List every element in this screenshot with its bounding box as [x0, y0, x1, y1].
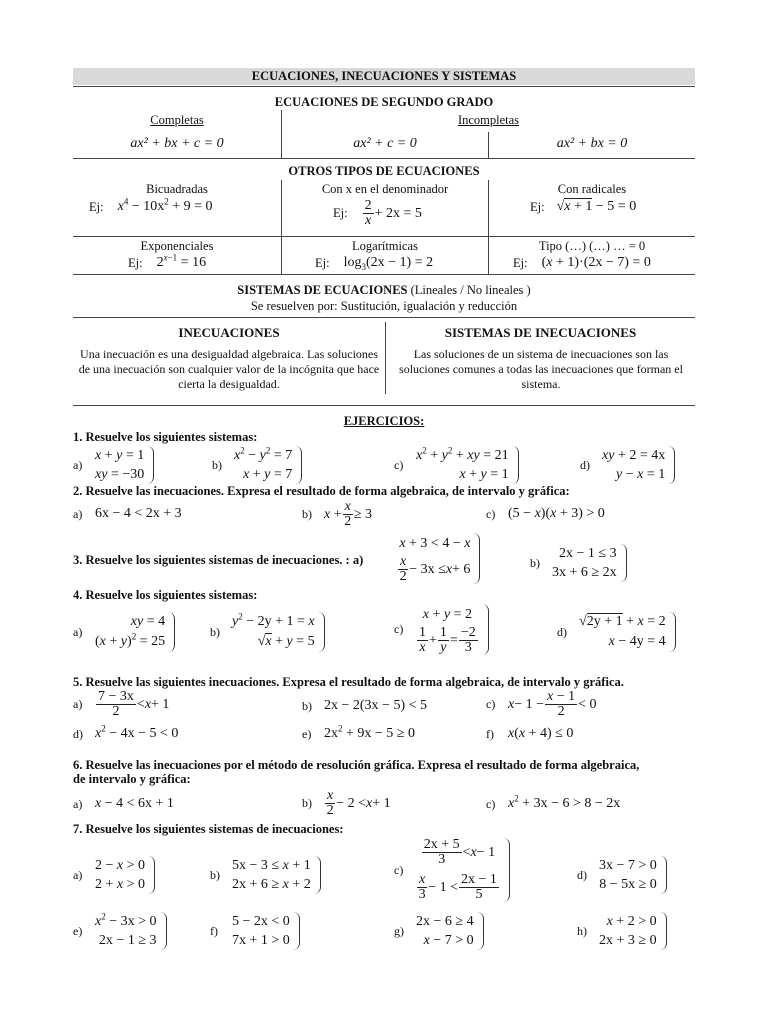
ej-label: Ej:	[89, 199, 104, 214]
item-label: a)	[73, 457, 83, 472]
item-label: b)	[212, 457, 222, 472]
ej3-b: b) 2x − 1 ≤ 3 3x + 6 ≥ 2x	[530, 544, 627, 582]
tipo-label: Tipo (…) (…) … = 0	[538, 239, 646, 253]
ej1-d: d) xy + 2 = 4x y − x = 1	[580, 446, 675, 484]
logaritmo-example	[315, 255, 433, 272]
item-label: c)	[394, 622, 404, 636]
item-label: a)	[73, 624, 83, 639]
ej7-c: c) $\frac{2x + 5}{3}$ < x − 1 $\frac{x}{3}$ − 1 < $\frac{2x - 1}{5}$	[394, 838, 510, 902]
ejercicio-6-heading: 6. Resuelve las inecuaciones por el método de resolución gráfica. Expresa el resultado de forma algebraica,	[73, 758, 640, 772]
radicales-label: Con radicales	[557, 182, 627, 196]
ejercicio-6-heading-cont: de intervalo y gráfica:	[73, 772, 191, 786]
item-label: b)	[210, 867, 220, 882]
divider	[73, 158, 695, 159]
eq-incompleta-1: ax² + c = 0	[353, 136, 417, 151]
ej7-b: b) 5x − 3 ≤ x + 1 2x + 6 ≥ x + 2	[210, 856, 321, 894]
item-label: a)	[73, 867, 83, 882]
ej-label: Ej:	[513, 255, 528, 270]
sistemas-ec-title: SISTEMAS DE ECUACIONES	[237, 283, 408, 297]
denominador-label: Con x en el denominador	[321, 182, 449, 196]
divider	[73, 236, 695, 237]
radical-example	[530, 199, 636, 215]
eq-completa: ax² + bx + c = 0	[130, 136, 224, 151]
otros-heading: OTROS TIPOS DE ECUACIONES	[288, 164, 480, 178]
completas-label: Completas	[150, 113, 204, 127]
ej-label: Ej:	[333, 206, 348, 220]
ej1-c: c) $x^2 + y^2$ + xy = 21 x + y = 1	[394, 446, 519, 484]
ej5-a: a) $\frac{7 - 3x}{2}$ < x + 1	[73, 689, 170, 719]
radical-eq: √x + 1 − 5 = 0	[556, 199, 637, 214]
denominador-eq: $\frac{2}{x}$ + 2x = 5	[364, 198, 422, 228]
logaritmicas-label: Logarítmicas	[352, 239, 418, 253]
ej4-a: a) xy = 4 $(x + y)^2 = 25$	[73, 612, 175, 652]
ej4-b: b) $y^2 - 2y + 1 = x$ √x + y = 5	[210, 612, 325, 652]
ejercicio-2-heading: 2. Resuelve las inecuaciones. Expresa el resultado de forma algebraica, de intervalo y gráfica:	[73, 484, 570, 498]
item-label: d)	[580, 457, 590, 472]
ej6-a: a) x − 4 < 6x + 1	[73, 796, 174, 811]
ejercicios-heading: EJERCICIOS:	[343, 414, 425, 428]
item-label: a)	[73, 506, 83, 521]
ej6-b: b) $\frac{x}{2}$ − 2 < x + 1	[302, 788, 391, 818]
item-label: d)	[73, 726, 83, 741]
item-label: b)	[530, 555, 540, 570]
ej5-f: f) x(x + 4) ≤ 0	[486, 726, 574, 741]
item-label: e)	[73, 923, 83, 938]
item-label: a)	[73, 796, 83, 811]
ej-label: Ej:	[315, 255, 330, 270]
incompletas-label: Incompletas	[457, 113, 520, 127]
ej3-a: x + 3 < 4 − x $\frac{x}{2}$ − 3x ≤ x + 6	[397, 533, 480, 584]
ejercicio-3-heading: 3. Resuelve los siguientes sistemas de inecuaciones. : a)	[73, 553, 364, 567]
ej7-e: e) $x^2 - 3x > 0$ 2x − 1 ≥ 3	[73, 912, 167, 950]
segundo-grado-heading: ECUACIONES DE SEGUNDO GRADO	[274, 95, 494, 109]
exponencial-eq: $2^{x-1} = 16$	[156, 252, 207, 270]
item-label: g)	[394, 923, 404, 938]
item-label: d)	[557, 624, 567, 639]
inecuaciones-heading: INECUACIONES	[178, 325, 280, 340]
ejercicio-1-heading: 1. Resuelve los siguientes sistemas:	[73, 430, 258, 444]
ejercicio-7-heading: 7. Resuelve los siguientes sistemas de inecuaciones:	[73, 822, 344, 836]
item-label: e)	[302, 726, 312, 741]
ej4-d: d) √2y + 1 + x = 2 x − 4y = 4	[557, 612, 676, 652]
sistemas-ecuaciones-heading	[73, 283, 695, 298]
ej1-a: a) x + y = 1 xy = −30	[73, 446, 154, 484]
ej7-f: f) 5 − 2x < 0 7x + 1 > 0	[210, 912, 300, 950]
ej5-e: e) $2x^2 + 9x - 5 \ge 0$	[302, 723, 415, 741]
item-label: b)	[210, 624, 220, 639]
item-label: a)	[73, 697, 83, 711]
producto-example	[513, 255, 651, 271]
logaritmo-eq: $\log_3(2x - 1) = 2$	[343, 255, 434, 272]
divider	[73, 317, 695, 318]
item-label: c)	[486, 796, 496, 811]
item-label: h)	[577, 923, 587, 938]
bicuadrada-eq: $x^4 - 10x^2 + 9 = 0$	[117, 196, 213, 214]
exponenciales-label: Exponenciales	[140, 239, 214, 253]
sistemas-ec-paren: (Lineales / No lineales )	[410, 283, 531, 297]
divider	[73, 274, 695, 275]
sistemas-inecuaciones-text: Las soluciones de un sistema de inecuaciones son las soluciones comunes a todas las inecuaciones que forman el sistema.	[399, 347, 683, 391]
ej7-h: h) x + 2 > 0 2x + 3 ≥ 0	[577, 912, 667, 950]
item-label: b)	[302, 698, 312, 713]
item-label: f)	[210, 923, 218, 938]
inecuaciones-text: Una inecuación es una desigualdad algebraica. Las soluciones de una inecuación son cualquier valor de la incógnita que hace cierta la desigualdad.	[78, 347, 380, 391]
ej1-b: b) $x^2 - y^2 = 7$ x + y = 7	[212, 446, 302, 484]
ej2-c: c) (5 − x)(x + 3) > 0	[486, 506, 605, 521]
title-bar: ECUACIONES, INECUACIONES Y SISTEMAS	[73, 68, 695, 85]
ej5-b: b) 2x − 2(3x − 5) < 5	[302, 698, 428, 713]
sistemas-ecuaciones-subtitle: Se resuelven por: Sustitución, igualación y reducción	[250, 299, 518, 313]
divider	[73, 86, 695, 87]
ej5-c: c) x − 1 − $\frac{x - 1}{2}$ < 0	[486, 689, 597, 719]
ej6-c: c) $x^2 + 3x - 6 > 8 - 2x$	[486, 793, 621, 811]
producto-eq: (x + 1)·(2x − 7) = 0	[541, 255, 651, 270]
divider	[73, 405, 695, 406]
item-label: b)	[302, 507, 312, 521]
ej5-d: d) $x^2 - 4x - 5 < 0$	[73, 723, 179, 741]
ej-label: Ej:	[530, 199, 545, 214]
ej7-g: g) 2x − 6 ≥ 4 x − 7 > 0	[394, 912, 484, 950]
ej2-b: b) x + $\frac{x}{2}$ ≥ 3	[302, 499, 373, 529]
bicuadrada-example	[89, 196, 213, 215]
item-label: f)	[486, 726, 494, 741]
ej2-a: a) 6x − 4 < 2x + 3	[73, 506, 182, 521]
exponencial-example	[128, 252, 207, 271]
eq-incompleta-2: ax² + bx = 0	[556, 136, 628, 151]
ej7-d: d) 3x − 7 > 0 8 − 5x ≥ 0	[577, 856, 667, 894]
bicuadradas-label: Bicuadradas	[146, 182, 208, 196]
denominador-example	[333, 199, 422, 228]
ejercicio-5-heading: 5. Resuelve las siguientes inecuaciones. Expresa el resultado de forma algebraica, de intervalo y gráfica.	[73, 675, 624, 689]
ej-label: Ej:	[128, 255, 143, 270]
item-label: c)	[486, 697, 496, 711]
sistemas-inecuaciones-heading: SISTEMAS DE INECUACIONES	[444, 325, 637, 340]
ej4-c: c) x + y = 2 $\frac{1}{x}$ + $\frac{1}{y}$ = $\frac{-2}{3}$	[394, 604, 489, 655]
ej7-a: a) 2 − x > 0 2 + x > 0	[73, 856, 155, 894]
item-label: c)	[394, 862, 404, 877]
item-label: d)	[577, 867, 587, 882]
ejercicio-4-heading: 4. Resuelve los siguientes sistemas:	[73, 588, 258, 602]
item-label: b)	[302, 796, 312, 810]
item-label: c)	[486, 506, 496, 521]
item-label: c)	[394, 457, 404, 472]
